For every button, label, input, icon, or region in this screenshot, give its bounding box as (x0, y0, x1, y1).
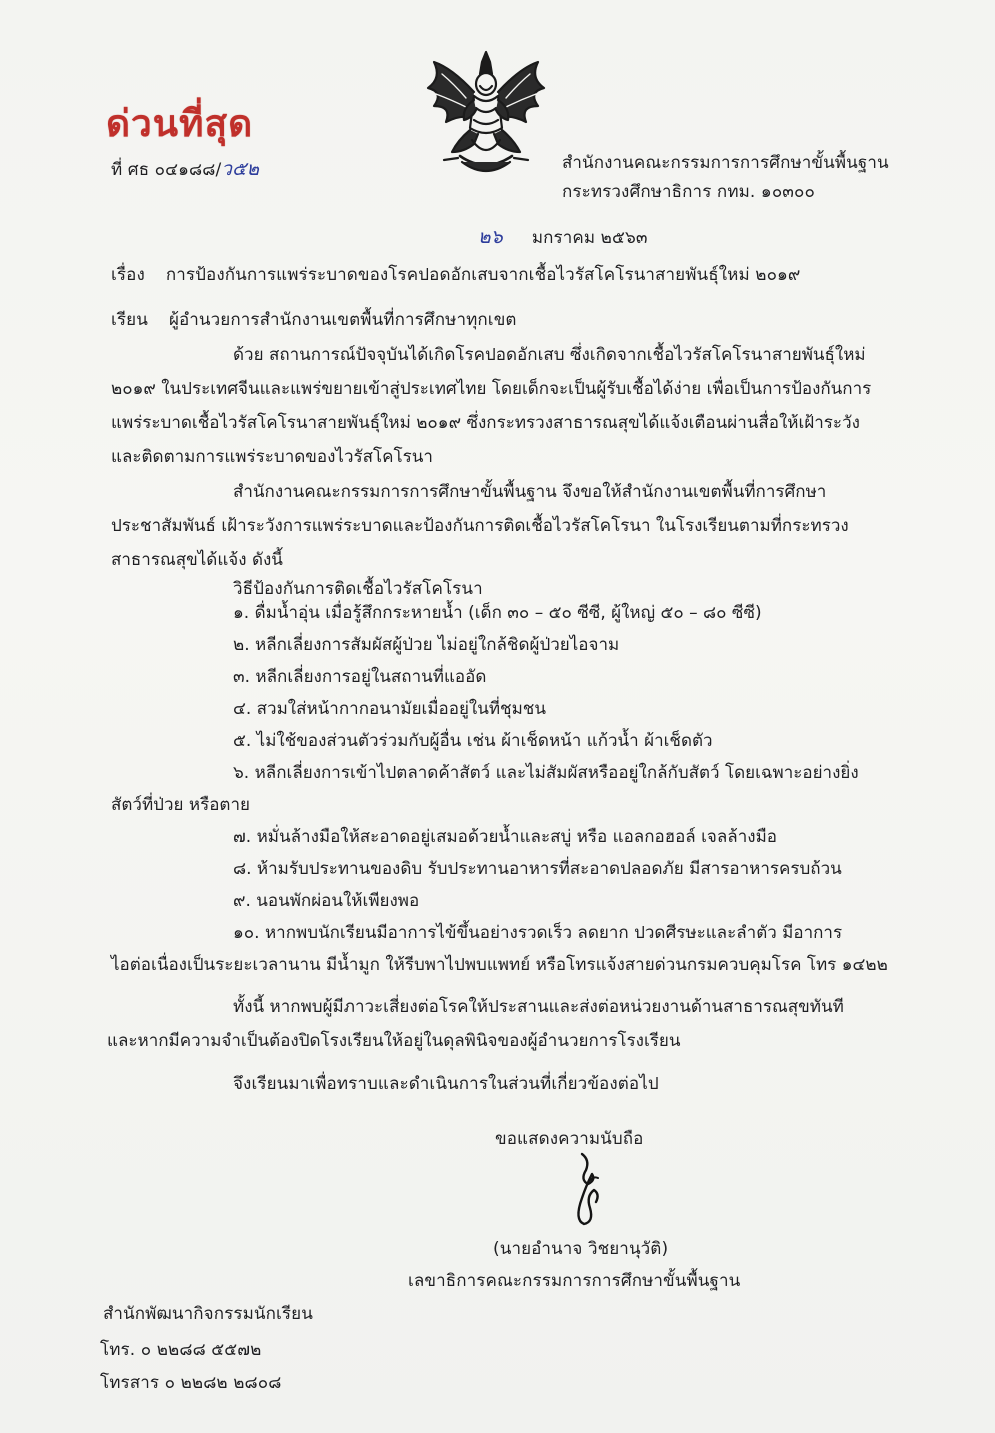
date-month-year: มกราคม ๒๕๖๓ (531, 228, 648, 248)
body-paragraph-4: จึงเรียนมาเพื่อทราบและดำเนินการในส่วนที่เกี่ยวข้องต่อไป (233, 1074, 659, 1094)
list-item: ๘. ห้ามรับประทานของดิบ รับประทานอาหารที่สะอาดปลอดภัย มีสารอาหารครบถ้วน (233, 859, 842, 879)
urgency-stamp: ด่วนที่สุด (106, 102, 254, 145)
document-number-handwritten: ว๕๒ (221, 158, 260, 180)
signatory-name: (นายอำนาจ วิชยานุวัติ) (493, 1239, 669, 1259)
agency-name: สำนักงานคณะกรรมการการศึกษาขั้นพื้นฐาน (562, 153, 889, 173)
list-item-continuation: ไอต่อเนื่องเป็นระยะเวลานาน มีน้ำมูก ให้รีบพาไปพบแพทย์ หรือโทรแจ้งสายด่วนกรมควบคุมโรค โทร ๑๔๒๒ (111, 955, 888, 975)
list-item: ๓. หลีกเลี่ยงการอยู่ในสถานที่แออัด (233, 667, 487, 687)
date-day-handwritten: ๒๖ (478, 226, 503, 248)
body-paragraph-2 (111, 475, 849, 577)
paragraph-line: ทั้งนี้ หากพบผู้มีภาวะเสี่ยงต่อโรคให้ประสานและส่งต่อหน่วยงานด้านสาธารณสุขทันที (233, 997, 844, 1017)
subject-label: เรื่อง (111, 265, 145, 285)
agency-address: กระทรวงศึกษาธิการ กทม. ๑๐๓๐๐ (562, 182, 815, 202)
list-item: ๗. หมั่นล้างมือให้สะอาดอยู่เสมอด้วยน้ำและสบู่ หรือ แอลกอฮอล์ เจลล้างมือ (233, 827, 777, 847)
list-item: ๑๐. หากพบนักเรียนมีอาการไข้ขึ้นอย่างรวดเร็ว ลดยาก ปวดศีรษะและลำตัว มีอาการ (233, 923, 843, 943)
footer-office: สำนักพัฒนากิจกรรมนักเรียน (103, 1304, 313, 1324)
list-item: ๒. หลีกเลี่ยงการสัมผัสผู้ป่วย ไม่อยู่ใกล้ชิดผู้ป่วยไอจาม (233, 635, 620, 655)
paragraph-line: แพร่ระบาดเชื้อไวรัสโคโรนาสายพันธุ์ใหม่ ๒๐๑๙ ซึ่งกระทรวงสาธารณสุขได้แจ้งเตือนผ่านสื่อให้เฝ้าระวัง (111, 413, 860, 433)
paragraph-line: ด้วย สถานการณ์ปัจจุบันได้เกิดโรคปอดอักเสบ ซึ่งเกิดจากเชื้อไวรัสโคโรนาสายพันธุ์ใหม่ (233, 345, 866, 365)
paragraph-line: และหากมีความจำเป็นต้องปิดโรงเรียนให้อยู่ในดุลพินิจของผู้อำนวยการโรงเรียน (107, 1031, 681, 1051)
paragraph-line: สาธารณสุขได้แจ้ง ดังนี้ (111, 550, 283, 570)
closing-salutation: ขอแสดงความนับถือ (495, 1129, 644, 1149)
document-number (111, 158, 259, 181)
paragraph-line: ประชาสัมพันธ์ เฝ้าระวังการแพร่ระบาดและป้องกันการติดเชื้อไวรัสโคโรนา ในโรงเรียนตามที่กระทรวง (111, 516, 849, 536)
body-paragraph-3 (107, 990, 844, 1058)
list-item: ๑. ดื่มน้ำอุ่น เมื่อรู้สึกกระหายน้ำ (เด็ก ๓๐ – ๕๐ ซีซี, ผู้ใหญ่ ๕๐ – ๘๐ ซีซี) (233, 603, 762, 623)
garuda-emblem-icon (422, 48, 550, 180)
subject-line (111, 264, 801, 286)
subject-text: การป้องกันการแพร่ระบาดของโรคปอดอักเสบจากเชื้อไวรัสโคโรนาสายพันธุ์ใหม่ ๒๐๑๙ (165, 265, 801, 285)
recipient-text: ผู้อำนวยการสำนักงานเขตพื้นที่การศึกษาทุกเขต (168, 310, 517, 330)
paragraph-line: สำนักงานคณะกรรมการการศึกษาขั้นพื้นฐาน จึงขอให้สำนักงานเขตพื้นที่การศึกษา (233, 482, 827, 502)
footer-fax: โทรสาร ๐ ๒๒๘๒ ๒๘๐๘ (100, 1373, 282, 1393)
footer-phone: โทร. ๐ ๒๒๘๘ ๕๕๗๒ (100, 1340, 262, 1360)
list-item: ๔. สวมใส่หน้ากากอนามัยเมื่ออยู่ในที่ชุมชน (233, 699, 546, 719)
list-heading: วิธีป้องกันการติดเชื้อไวรัสโคโรนา (233, 579, 483, 599)
signatory-position: เลขาธิการคณะกรรมการการศึกษาขั้นพื้นฐาน (408, 1271, 741, 1291)
body-paragraph-1 (111, 338, 871, 474)
document-number-prefix: ที่ ศธ ๐๔๑๘๘/ (111, 160, 222, 180)
recipient-line (111, 309, 517, 331)
prevention-list (111, 597, 888, 981)
list-item-continuation: สัตว์ที่ป่วย หรือตาย (111, 795, 250, 815)
list-item: ๕. ไม่ใช้ของส่วนตัวร่วมกับผู้อื่น เช่น ผ้าเช็ดหน้า แก้วน้ำ ผ้าเช็ดตัว (233, 731, 713, 751)
document-date (478, 226, 648, 249)
paragraph-line: ๒๐๑๙ ในประเทศจีนและแพร่ขยายเข้าสู่ประเทศไทย โดยเด็กจะเป็นผู้รับเชื้อได้ง่าย เพื่อเป็นการป้องกันการ (111, 379, 872, 399)
signature-icon (560, 1150, 620, 1230)
recipient-label: เรียน (111, 310, 148, 330)
paragraph-line: และติดตามการแพร่ระบาดของไวรัสโคโรนา (111, 447, 433, 467)
list-item: ๖. หลีกเลี่ยงการเข้าไปตลาดค้าสัตว์ และไม่สัมผัสหรืออยู่ใกล้กับสัตว์ โดยเฉพาะอย่างยิ่ง (233, 763, 859, 783)
list-item: ๙. นอนพักผ่อนให้เพียงพอ (233, 891, 420, 911)
